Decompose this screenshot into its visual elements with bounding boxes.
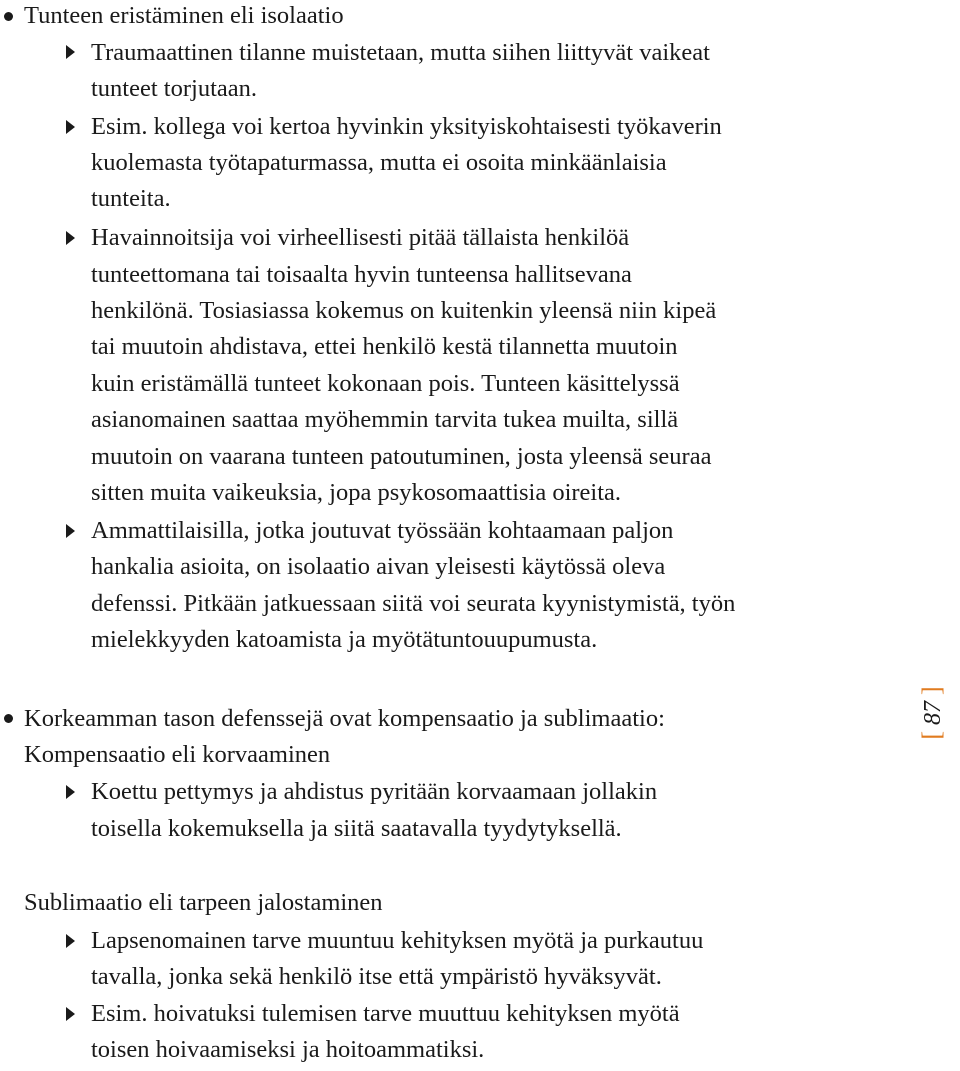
- list-item-line: muutoin on vaarana tunteen patoutuminen, josta yleensä seuraa: [91, 443, 712, 470]
- list-item-line: toisen hoivaamiseksi ja hoitoammatiksi.: [91, 1036, 485, 1063]
- arrow-bullet-icon: [66, 785, 75, 799]
- list-item-line: Havainnoitsija voi virheellisesti pitää tällaista henkilöä: [91, 224, 630, 251]
- list-item-line: tavalla, jonka sekä henkilö itse että ympäristö hyväksyvät.: [91, 963, 662, 990]
- bullet-icon: [4, 12, 13, 21]
- list-item-line: kuin eristämällä tunteet kokonaan pois. Tunteen käsittelyssä: [91, 370, 680, 397]
- list-item-line: tunteita.: [91, 185, 171, 212]
- bullet-icon: [4, 714, 13, 723]
- list-item-line: mielekkyyden katoamista ja myötätuntouupumusta.: [91, 626, 598, 653]
- bracket-right-icon: ]: [917, 686, 946, 695]
- page-number: [912, 668, 952, 758]
- list-item-line: tunteettomana tai toisaalta hyvin tunteensa hallitsevana: [91, 261, 632, 288]
- section-subheading-kompensaatio: Kompensaatio eli korvaaminen: [24, 741, 331, 768]
- list-item-line: defenssi. Pitkään jatkuessaan siitä voi seurata kyynistymistä, työn: [91, 590, 736, 617]
- list-item-line: hankalia asioita, on isolaatio aivan yleisesti käytössä oleva: [91, 553, 666, 580]
- list-item-line: tunteet torjutaan.: [91, 75, 257, 102]
- arrow-bullet-icon: [66, 45, 75, 59]
- list-item-line: Esim. kollega voi kertoa hyvinkin yksityiskohtaisesti työkaverin: [91, 113, 722, 140]
- list-item-line: tai muutoin ahdistava, ettei henkilö kestä tilannetta muutoin: [91, 333, 678, 360]
- arrow-bullet-icon: [66, 1007, 75, 1021]
- arrow-bullet-icon: [66, 231, 75, 245]
- section-heading-isolaatio: Tunteen eristäminen eli isolaatio: [24, 2, 344, 29]
- page-number-value: 87: [920, 701, 946, 725]
- list-item-line: kuolemasta työtapaturmassa, mutta ei osoita minkäänlaisia: [91, 149, 667, 176]
- arrow-bullet-icon: [66, 524, 75, 538]
- list-item-line: toisella kokemuksella ja siitä saatavalla tyydytyksellä.: [91, 815, 622, 842]
- section-heading-defenssit: Korkeamman tason defenssejä ovat kompensaatio ja sublimaatio:: [24, 705, 665, 732]
- bracket-left-icon: [: [917, 731, 946, 740]
- list-item-line: Lapsenomainen tarve muuntuu kehityksen myötä ja purkautuu: [91, 927, 704, 954]
- list-item-line: asianomainen saattaa myöhemmin tarvita tukea muilta, sillä: [91, 406, 679, 433]
- arrow-bullet-icon: [66, 934, 75, 948]
- list-item-line: sitten muita vaikeuksia, jopa psykosomaattisia oireita.: [91, 479, 622, 506]
- list-item-line: Traumaattinen tilanne muistetaan, mutta siihen liittyvät vaikeat: [91, 39, 710, 66]
- arrow-bullet-icon: [66, 120, 75, 134]
- list-item-line: Koettu pettymys ja ahdistus pyritään korvaamaan jollakin: [91, 778, 658, 805]
- list-item-line: Ammattilaisilla, jotka joutuvat työssään kohtaamaan paljon: [91, 517, 674, 544]
- list-item-line: Esim. hoivatuksi tulemisen tarve muuttuu kehityksen myötä: [91, 1000, 680, 1027]
- section-heading-sublimaatio: Sublimaatio eli tarpeen jalostaminen: [24, 889, 383, 916]
- list-item-line: henkilönä. Tosiasiassa kokemus on kuitenkin yleensä niin kipeä: [91, 297, 717, 324]
